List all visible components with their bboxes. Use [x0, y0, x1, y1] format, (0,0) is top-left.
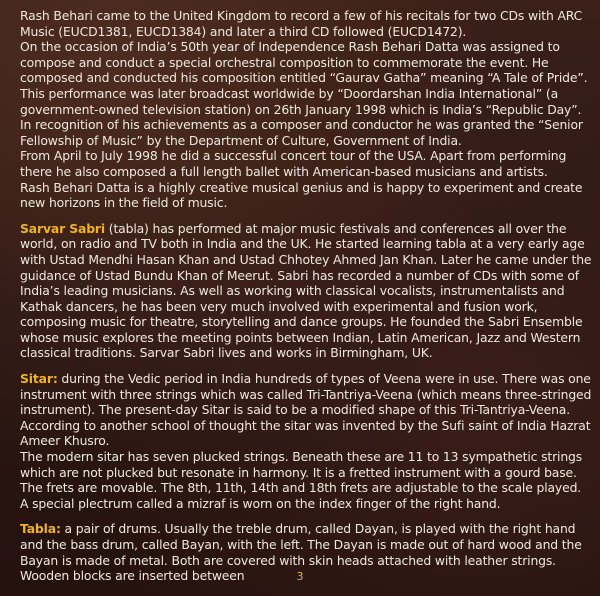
section-gap — [20, 211, 596, 221]
rash-behari-paragraph-4: In recognition of his achievements as a composer and conductor he was granted the “Senior Fellowship of Music” by the Department of Culture, Government of India. — [20, 117, 583, 148]
sitar-body: during the Vedic period in India hundreds of types of Veena were in use. There was one instrument with three strings which was called Tri-Tantriya-Veena (which means three-stringed instrument). The present-day Sitar is said to be a modified shape of this Tri-Tantriya-Veena. — [20, 371, 592, 418]
rash-behari-paragraph-1: Rash Behari came to the United Kingdom to record a few of his recitals for two CDs with ARC Music (EUCD1381, EUCD1384) and later a third CD followed (EUCD1472). — [20, 8, 583, 39]
section-gap — [20, 511, 596, 521]
section-gap — [20, 361, 596, 371]
sitar-heading: Sitar: — [20, 371, 58, 387]
rash-behari-paragraph-5: From April to July 1998 he did a successful concert tour of the USA. Apart from performing there he also composed a full length ballet with American-based musicians and artists. — [20, 148, 567, 179]
sarvar-sabri-heading: Sarvar Sabri — [20, 220, 105, 236]
rash-behari-paragraph-2: On the occasion of India’s 50th year of Independence Rash Behari Datta was assigned to compose and conduct a special orchestral composition to commemorate the event. He composed and conducted his composition entitled “Gaurav Gatha” meaning “A Tale of Pride”. — [20, 39, 588, 86]
rash-behari-paragraph-6: Rash Behari Datta is a highly creative musical genius and is happy to experiment and create new horizons in the field of music. — [20, 179, 583, 211]
sarvar-sabri-body: (tabla) has performed at major music festivals and conferences all over the world, on radio and TV both in India and the UK. He started learning tabla at a very early age with Ustad Mendhi Hasan Khan and Ustad Chhotey Ahmed Jan Khan. Later he came under the guidance of Ustad Bundu Khan of Meerut. Sabri has recorded a number of CDs with some of India’s leading musicians. As well as working with classical vocalists, instrumentalists and Kathak dancers, he has been very much involved with experimental and fusion work, composing music for theatre, storytelling and dance groups. He founded the Sabri Ensemble whose music explores the meeting points between Indian, Latin American, Jazz and Western classical traditions. Sarvar Sabri lives and works in Birmingham, UK. — [20, 220, 592, 361]
sitar-paragraph-2: According to another school of thought the sitar was invented by the Sufi saint of India Hazrat Ameer Khusro. — [20, 417, 591, 449]
sitar-paragraph-4: A special plectrum called a mizraf is worn on the index finger of the right hand. — [20, 495, 501, 511]
page-number: 3 — [296, 570, 304, 583]
tabla-body: a pair of drums. Usually the treble drum, called Dayan, is played with the right hand and the bass drum, called Bayan, with the left. The Dayan is made out of hard wood and the Bayan is made of metal. Both are covered with skin heads attached with leather strings. Wooden blocks are inserted between — [20, 521, 582, 584]
rash-behari-paragraph-3: This performance was later broadcast worldwide by “Doordarshan India International” (a government-owned television station) on 26th January 1998 which is India’s “Republic Day”. — [20, 85, 582, 117]
sitar-paragraph-1 — [20, 371, 596, 418]
sitar-paragraph-3: The modern sitar has seven plucked strings. Beneath these are 11 to 13 sympathetic strings which are not plucked but resonate in harmony. It is a fretted instrument with a gourd base. The frets are movable. The 8th, 11th, 14th and 18th frets are adjustable to the scale played. — [20, 449, 583, 496]
sarvar-sabri-paragraph — [20, 221, 596, 361]
tabla-heading: Tabla: — [20, 521, 61, 537]
booklet-page — [20, 8, 596, 584]
